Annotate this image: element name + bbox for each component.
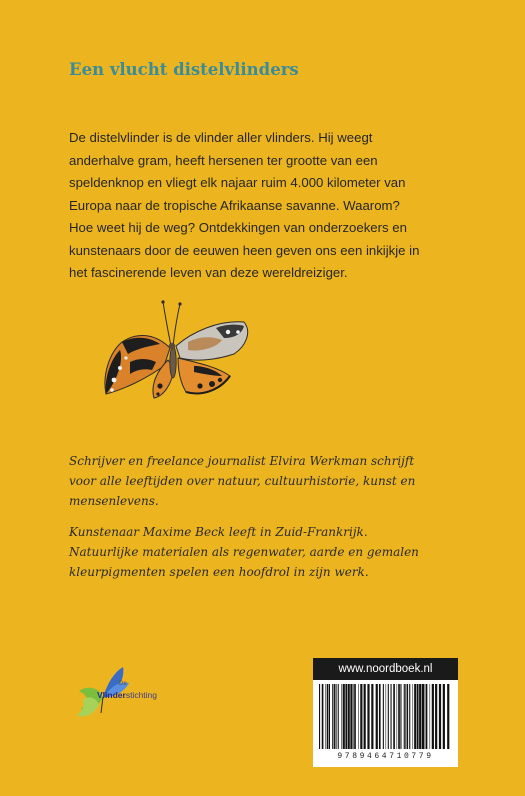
barcode-bar (405, 684, 406, 749)
barcode-bar (319, 684, 320, 749)
barcode-bar (354, 684, 356, 749)
barcode-bar (371, 684, 373, 749)
artist-bio-line: kleurpigmenten spelen een hoofdrol in zijn werk. (69, 565, 369, 579)
barcode-bar (400, 684, 401, 749)
author-bio-line: Schrijver en freelance journalist Elvira Werkman schrijft (69, 454, 415, 468)
barcode-bar (367, 684, 369, 749)
artist-bio-line: Kunstenaar Maxime Beck leeft in Zuid-Frankrijk. (69, 525, 368, 539)
author-bio-line: mensenlevens. (69, 494, 159, 508)
barcode-bar (439, 684, 441, 749)
barcode-bar (447, 684, 449, 749)
logo-wordmark-bold: Vlinder (97, 690, 126, 700)
logo-prefix: De (119, 681, 127, 687)
artist-bio (69, 522, 449, 582)
barcode-bar (435, 684, 437, 749)
author-bio-line: voor alle leeftijden over natuur, cultuurhistorie, kunst en (69, 474, 416, 488)
barcode-bar (329, 684, 330, 749)
barcode-bar (327, 684, 329, 749)
barcode-bar (397, 684, 398, 749)
barcode-bar (393, 684, 395, 749)
barcode-bar (345, 684, 347, 749)
barcode-bar (425, 684, 426, 749)
barcode-bar (413, 684, 414, 749)
barcode-bar (338, 684, 339, 749)
barcode-bar (348, 684, 350, 749)
blurb-line: Hoe weet hij de weg? Ontdekkingen van onderzoekers en (69, 220, 407, 235)
barcode-bar (422, 684, 424, 749)
book-blurb (69, 127, 469, 285)
barcode-bar (432, 684, 434, 749)
barcode-bar (391, 684, 392, 749)
logo-wordmark-rest: stichting (125, 690, 157, 700)
barcode-bar (407, 684, 408, 749)
barcode-bar (419, 684, 421, 749)
isbn-barcode (317, 684, 454, 749)
butterfly-illustration (100, 296, 252, 400)
barcode-bar (336, 684, 337, 749)
isbn-number: 9789464710779 (337, 752, 434, 761)
barcode-bar (364, 684, 366, 749)
barcode-bar (350, 684, 352, 749)
barcode-bar (414, 684, 416, 749)
barcode-bar (417, 684, 419, 749)
artist-bio-line: Natuurlijke materialen als regenwater, aarde en gemalen (69, 545, 419, 559)
blurb-line: kunstenaars door de eeuwen heen geven ons een inkijkje in (69, 242, 420, 258)
barcode-bar (332, 684, 333, 749)
barcode-bar (386, 684, 387, 749)
blurb-line: het fascinerende leven van deze wereldreiziger. (69, 265, 348, 280)
barcode-panel (313, 658, 458, 767)
author-bio (69, 451, 449, 511)
blurb-line: anderhalve gram, heeft hersenen ter grootte van een (69, 152, 378, 168)
barcode-bar (379, 684, 381, 749)
blurb-line: De distelvlinder is de vlinder aller vlinders. Hij weegt (69, 130, 373, 145)
barcode-bar (409, 684, 410, 749)
barcode-bar (398, 684, 400, 749)
barcode-bar (426, 684, 428, 749)
barcode-bar (353, 684, 354, 749)
blurb-line: speldenknop en vliegt elk najaar ruim 4.000 kilometer van (69, 175, 406, 190)
logo-wordmark (97, 690, 157, 700)
barcode-bar (325, 684, 326, 749)
barcode-bar (430, 684, 431, 749)
barcode-bar (334, 684, 335, 749)
barcode-bar (388, 684, 389, 749)
blurb-line: Europa naar de tropische Afrikaanse savanne. Waarom? (69, 197, 400, 213)
barcode-bar (404, 684, 405, 749)
barcode-bar (322, 684, 324, 749)
barcode-bar (358, 684, 359, 749)
publisher-url: www.noordboek.nl (313, 658, 458, 680)
barcode-bar (443, 684, 445, 749)
barcode-bar (383, 684, 384, 749)
book-title: Een vlucht distelvlinders (69, 60, 299, 79)
barcode-bar (343, 684, 345, 749)
barcode-bar (341, 684, 342, 749)
barcode-bar (376, 684, 378, 749)
barcode-bar (360, 684, 362, 749)
